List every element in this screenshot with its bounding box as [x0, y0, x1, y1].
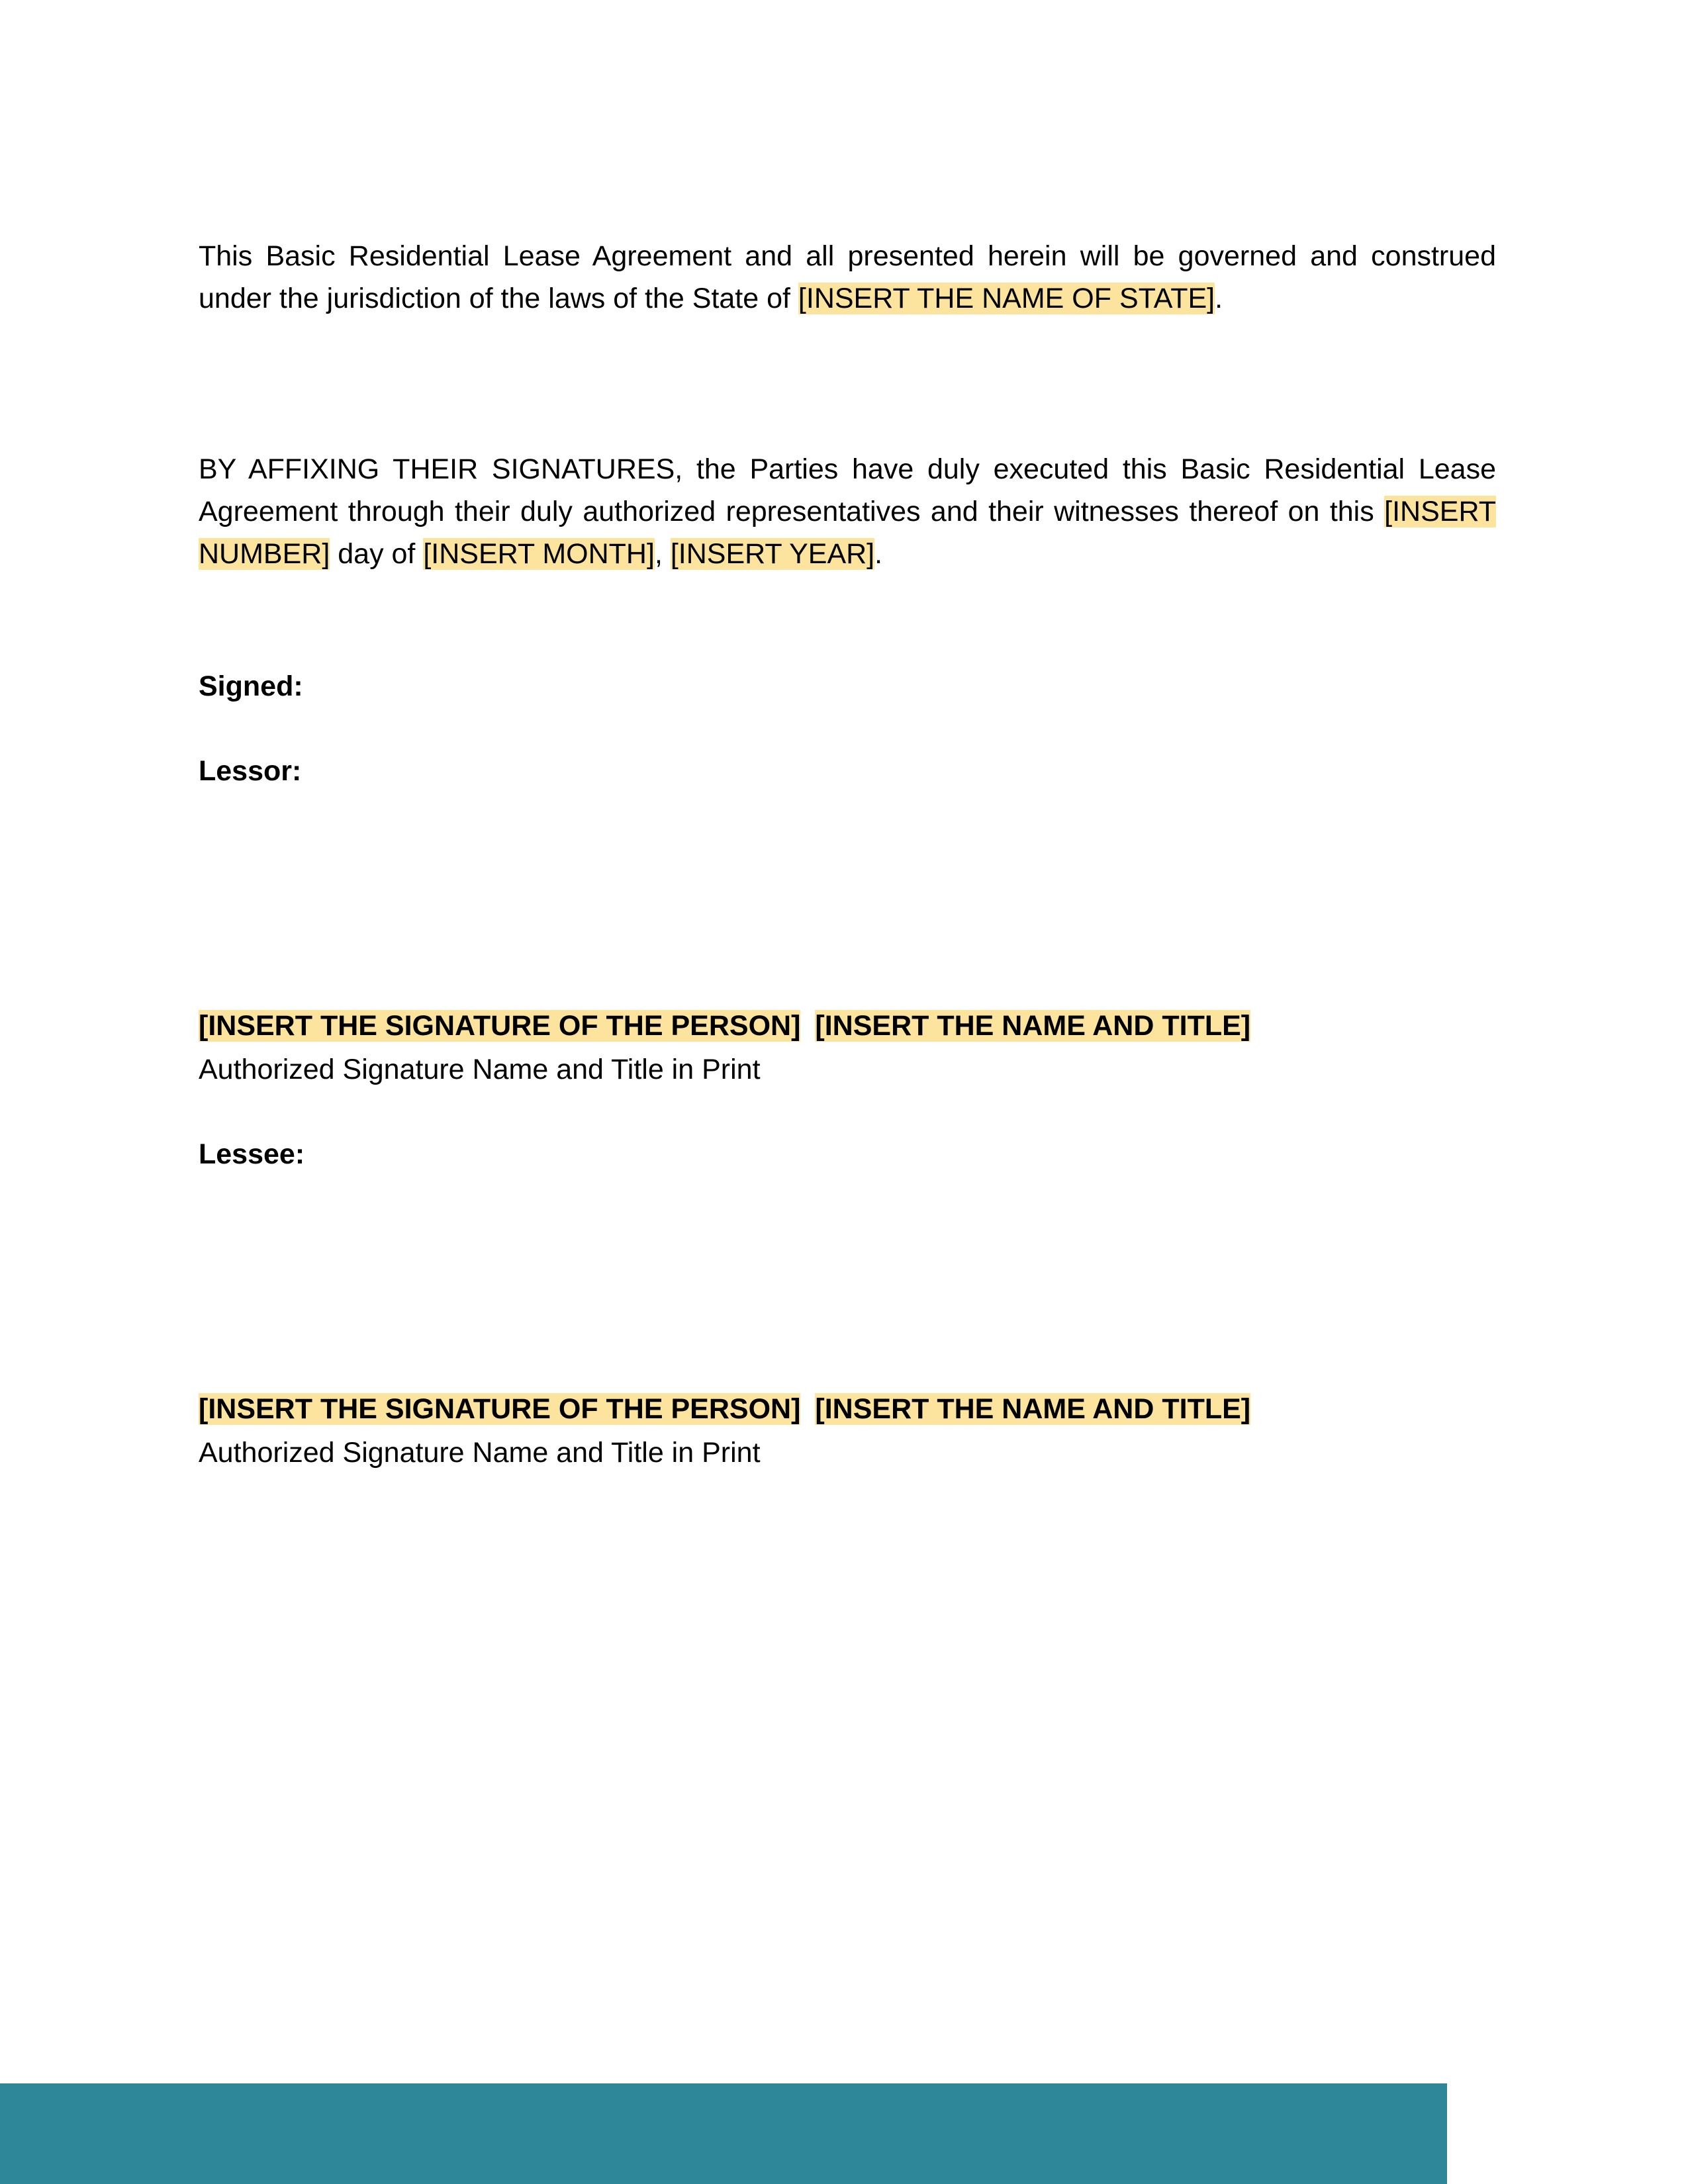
lessee-signature-placeholder: [INSERT THE SIGNATURE OF THE PERSON] — [199, 1393, 801, 1425]
year-placeholder: [INSERT YEAR] — [670, 538, 875, 570]
lessor-signature-caption: Authorized Signature Name and Title in Print — [199, 1054, 761, 1085]
lessor-signature-placeholder: [INSERT THE SIGNATURE OF THE PERSON] — [199, 1010, 801, 1042]
lessor-signature-row — [199, 1005, 1250, 1047]
execution-comma: , — [654, 538, 671, 570]
execution-period: . — [874, 538, 883, 570]
governing-law-period: . — [1215, 283, 1223, 314]
lessor-name-title-placeholder: [INSERT THE NAME AND TITLE] — [815, 1010, 1251, 1042]
footer-bar — [0, 2083, 1447, 2184]
lessee-signature-caption: Authorized Signature Name and Title in Print — [199, 1437, 761, 1469]
lessee-signature-row — [199, 1388, 1250, 1430]
month-placeholder: [INSERT MONTH] — [423, 538, 655, 570]
signed-label: Signed: — [199, 670, 303, 702]
lessor-label: Lessor: — [199, 755, 302, 787]
execution-text: BY AFFIXING THEIR SIGNATURES, the Parties have duly executed this Basic Residential Lease Agreement through their duly authorized representatives and their witnesses thereof on this — [199, 453, 1496, 527]
number-placeholder: [INSERT NUMBER] — [199, 496, 1496, 570]
lessee-name-title-placeholder: [INSERT THE NAME AND TITLE] — [815, 1393, 1251, 1425]
governing-law-paragraph — [199, 235, 1496, 320]
execution-paragraph — [199, 448, 1496, 575]
execution-day-of: day of — [330, 538, 424, 570]
lessee-label: Lessee: — [199, 1138, 305, 1170]
governing-law-text: This Basic Residential Lease Agreement and all presented herein will be governed and construed under the jurisdiction of the laws of the State of — [199, 240, 1496, 314]
state-placeholder: [INSERT THE NAME OF STATE] — [798, 283, 1215, 314]
